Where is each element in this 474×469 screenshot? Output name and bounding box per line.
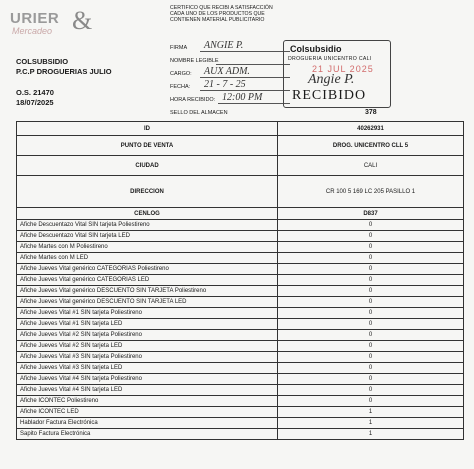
- header-value: D837: [278, 208, 464, 220]
- item-quantity: 0: [278, 330, 464, 341]
- table-row: [17, 352, 464, 363]
- item-quantity: 0: [278, 363, 464, 374]
- table-row: [17, 297, 464, 308]
- table-row: [17, 330, 464, 341]
- handwritten-value: AUX ADM.: [204, 66, 250, 77]
- item-quantity: 0: [278, 385, 464, 396]
- logo-subtext: Mercadeo: [12, 26, 53, 36]
- stamp-signature: Angie P.: [308, 72, 355, 87]
- table-row: [17, 264, 464, 275]
- field-label: SELLO DEL ALMACEN: [170, 110, 228, 116]
- field-label: NOMBRE LEGIBLE: [170, 58, 219, 64]
- item-name: Afiche Jueves Vital #1 SIN tarjeta LED: [17, 319, 278, 330]
- client-block: [16, 57, 112, 77]
- item-name: Afiche Jueves Vital #2 SIN tarjeta Poliestireno: [17, 330, 278, 341]
- delivery-table: [16, 121, 464, 440]
- item-name: Afiche Jueves Vital genérico DESCUENTO SIN TARJETA LED: [17, 297, 278, 308]
- item-name: Afiche Jueves Vital #2 SIN tarjeta LED: [17, 341, 278, 352]
- table-row: [17, 308, 464, 319]
- company-name: COLSUBSIDIO: [16, 57, 69, 66]
- item-quantity: 0: [278, 253, 464, 264]
- page-number: 378: [365, 109, 377, 116]
- item-name: Afiche Jueves Vital #4 SIN tarjeta Poliestireno: [17, 374, 278, 385]
- table-row: [17, 407, 464, 418]
- item-name: Afiche Martes con M Poliestireno: [17, 242, 278, 253]
- header-value: CR 100 5 169 LC 205 PASILLO 1: [278, 176, 464, 208]
- item-name: Sapito Factura Electrónica: [17, 429, 278, 440]
- item-quantity: 0: [278, 231, 464, 242]
- table-row: [17, 286, 464, 297]
- certificate-line: CADA UNO DE LOS PRODUCTOS QUE: [170, 11, 265, 17]
- order-date: 18/07/2025: [16, 98, 54, 107]
- field-label: CARGO:: [170, 71, 192, 77]
- item-quantity: 0: [278, 242, 464, 253]
- item-quantity: 0: [278, 319, 464, 330]
- field-time: [170, 93, 290, 106]
- item-name: Hablador Factura Electrónica: [17, 418, 278, 429]
- item-name: Afiche Jueves Vital genérico CATEGORIAS LED: [17, 275, 278, 286]
- handwritten-value: 21 - 7 - 25: [204, 79, 246, 90]
- table-row: [17, 319, 464, 330]
- table-row: [17, 231, 464, 242]
- reception-fields: [170, 41, 290, 119]
- certificate-line: CERTIFICO QUE RECIBI A SATISFACCIÓN: [170, 5, 273, 11]
- field-signature: [170, 41, 290, 54]
- stamp-store: DROGUERIA UNICENTRO CALI: [288, 56, 372, 62]
- order-block: [16, 88, 54, 108]
- table-row: [17, 341, 464, 352]
- logo-text: URIER: [10, 10, 60, 27]
- item-name: Afiche Jueves Vital #3 SIN tarjeta LED: [17, 363, 278, 374]
- table-row: [17, 253, 464, 264]
- header-row-id: [17, 122, 464, 136]
- order-number: O.S. 21470: [16, 88, 54, 97]
- item-quantity: 0: [278, 264, 464, 275]
- field-label: FECHA:: [170, 84, 191, 90]
- header-row-address: [17, 176, 464, 208]
- courier-logo: [10, 6, 100, 44]
- item-quantity: 0: [278, 297, 464, 308]
- item-name: Afiche Jueves Vital genérico CATEGORIAS Poliestireno: [17, 264, 278, 275]
- item-name: Afiche Martes con M LED: [17, 253, 278, 264]
- item-name: Afiche Jueves Vital #1 SIN tarjeta Poliestireno: [17, 308, 278, 319]
- field-label: FIRMA: [170, 45, 188, 51]
- table-row: [17, 242, 464, 253]
- header-row-point-of-sale: [17, 136, 464, 156]
- header-label: DIRECCION: [17, 176, 278, 208]
- table-row: [17, 418, 464, 429]
- store-name: P.C.P DROGUERIAS JULIO: [16, 67, 112, 76]
- item-name: Afiche ICONTEC Poliestireno: [17, 396, 278, 407]
- item-name: Afiche Descuentazo Vital SIN tarjeta Poliestireno: [17, 220, 278, 231]
- received-stamp: [283, 40, 391, 108]
- logo-ampersand: &: [72, 6, 93, 35]
- stamp-date: 21 JUL 2025: [312, 64, 374, 74]
- handwritten-value: ANGIE P.: [204, 40, 244, 51]
- header-value: DROG. UNICENTRO CLL 5: [278, 136, 464, 156]
- header-label: PUNTO DE VENTA: [17, 136, 278, 156]
- item-name: Afiche Jueves Vital genérico DESCUENTO SIN TARJETA Poliestireno: [17, 286, 278, 297]
- table-row: [17, 220, 464, 231]
- header-row-city: [17, 156, 464, 176]
- stamp-status: RECIBIDO: [292, 88, 367, 103]
- header-label: CIUDAD: [17, 156, 278, 176]
- item-name: Afiche Jueves Vital #4 SIN tarjeta LED: [17, 385, 278, 396]
- item-name: Afiche Jueves Vital #3 SIN tarjeta Poliestireno: [17, 352, 278, 363]
- table-row: [17, 374, 464, 385]
- table-row: [17, 363, 464, 374]
- header-value: CALI: [278, 156, 464, 176]
- item-quantity: 1: [278, 407, 464, 418]
- handwritten-value: 12:00 PM: [222, 92, 263, 103]
- table-row: [17, 429, 464, 440]
- field-label: HORA RECIBIDO:: [170, 97, 216, 103]
- item-quantity: 0: [278, 220, 464, 231]
- table-row: [17, 396, 464, 407]
- field-seal: [170, 106, 290, 119]
- item-quantity: 0: [278, 341, 464, 352]
- item-quantity: 0: [278, 352, 464, 363]
- item-quantity: 0: [278, 396, 464, 407]
- header-value: 40262931: [278, 122, 464, 136]
- table-row: [17, 385, 464, 396]
- item-quantity: 1: [278, 429, 464, 440]
- stamp-brand: Colsubsidio: [290, 44, 342, 54]
- header-label: ID: [17, 122, 278, 136]
- header-label: CENLOG: [17, 208, 278, 220]
- certificate-text: [170, 5, 280, 23]
- item-quantity: 0: [278, 308, 464, 319]
- header-row-cenlog: [17, 208, 464, 220]
- item-quantity: 0: [278, 374, 464, 385]
- item-quantity: 0: [278, 275, 464, 286]
- certificate-line: CONTIENEN MATERIAL PUBLICITARIO: [170, 17, 265, 23]
- table-row: [17, 275, 464, 286]
- item-quantity: 0: [278, 286, 464, 297]
- item-quantity: 1: [278, 418, 464, 429]
- item-name: Afiche Descuentazo Vital SIN tarjeta LED: [17, 231, 278, 242]
- item-name: Afiche ICONTEC LED: [17, 407, 278, 418]
